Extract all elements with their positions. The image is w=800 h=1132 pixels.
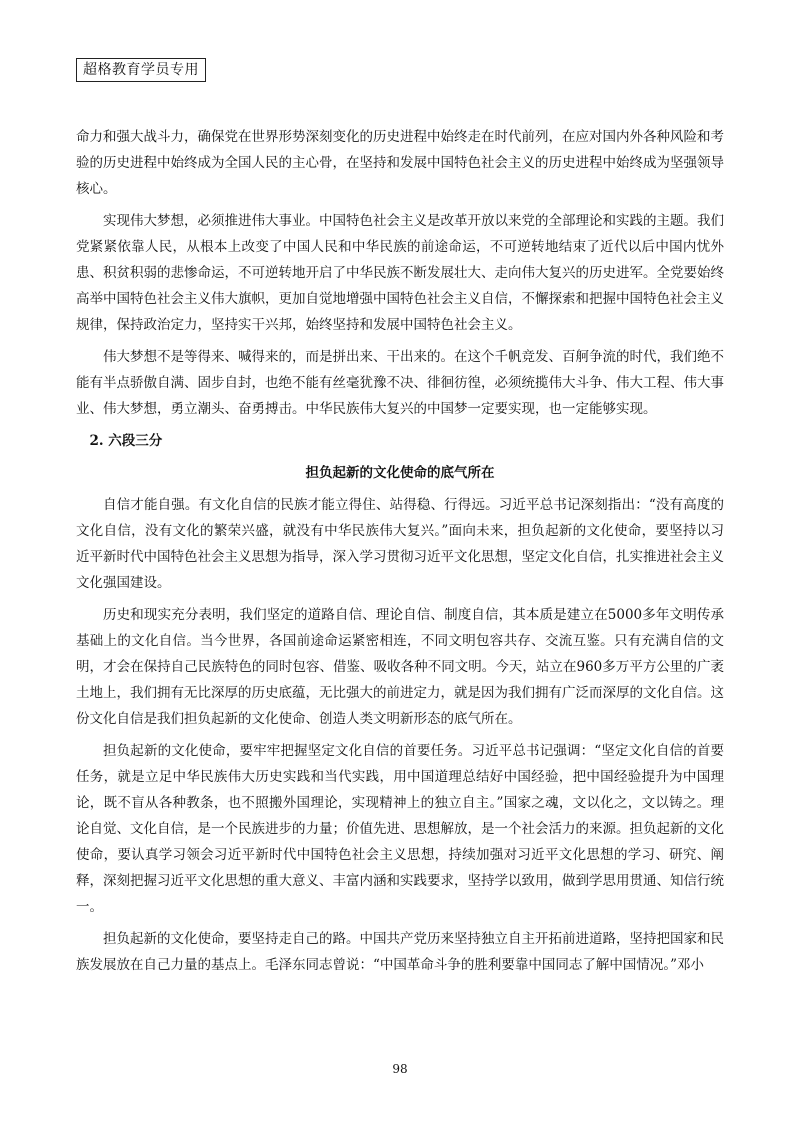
paragraph-continuation: 命力和强大战斗力，确保党在世界形势深刻变化的历史进程中始终走在时代前列，在应对国内外各种风险和考验的历史进程中始终成为全国人民的主心骨，在坚持和发展中国特色社会主义的历史进程中始终成为坚强领导核心。	[76, 129, 724, 197]
page-content	[76, 124, 724, 984]
section-heading: 2. 六段三分	[89, 433, 163, 449]
article-paragraph: 担负起新的文化使命，要坚持走自己的路。中国共产党历来坚持独立自主开拓前进道路，坚持把国家和民族发展放在自己力量的基点上。毛泽东同志曾说：“中国革命斗争的胜利要靠中国同志了解中国情况。”邓小	[76, 931, 724, 973]
article-paragraph: 担负起新的文化使命，要牢牢把握坚定文化自信的首要任务。习近平总书记强调：“坚定文化自信的首要任务，就是立足中华民族伟大历史实践和当代实践，用中国道理总结好中国经验，把中国经验提升为中国理论，既不盲从各种教条，也不照搬外国理论，实现精神上的独立自主。”国家之魂，文以化之，文以铸之。理论自觉、文化自信，是一个民族进步的力量；价值先进、思想解放，是一个社会活力的来源。担负起新的文化使命，要认真学习领会习近平新时代中国特色社会主义思想，持续加强对习近平文化思想的学习、研究、阐释，深刻把握习近平文化思想的重大意义、丰富内涵和实践要求，坚持学以致用，做到学思用贯通、知信行统一。	[76, 743, 724, 915]
page-number: 98	[392, 1062, 408, 1076]
header-label: 超格教育学员专用	[76, 58, 206, 82]
article-paragraph: 历史和现实充分表明，我们坚定的道路自信、理论自信、制度自信，其本质是建立在5000多年文明传承基础上的文化自信。当今世界，各国前途命运紧密相连，不同文明包容共存、交流互鉴。只有充满自信的文明，才会在保持自己民族特色的同时包容、借鉴、吸收各种不同文明。今天，站立在960多万平方公里的广袤土地上，我们拥有无比深厚的历史底蕴，无比强大的前进定力，就是因为我们拥有广泛而深厚的文化自信。这份文化自信是我们担负起新的文化使命、创造人类文明新形态的底气所在。	[76, 607, 724, 727]
article-title: 担负起新的文化使命的底气所在	[305, 465, 495, 481]
article-paragraph: 自信才能自强。有文化自信的民族才能立得住、站得稳、行得远。习近平总书记深刻指出：“没有高度的文化自信，没有文化的繁荣兴盛，就没有中华民族伟大复兴。”面向未来，担负起新的文化使命，要坚持以习近平新时代中国特色社会主义思想为指导，深入学习贯彻习近平文化思想，坚定文化自信，扎实推进社会主义文化强国建设。	[76, 497, 724, 591]
paragraph: 实现伟大梦想，必须推进伟大事业。中国特色社会主义是改革开放以来党的全部理论和实践的主题。我们党紧紧依靠人民，从根本上改变了中国人民和中华民族的前途命运，不可逆转地结束了近代以后中国内忧外患、积贫积弱的悲惨命运，不可逆转地开启了中华民族不断发展壮大、走向伟大复兴的历史进军。全党要始终高举中国特色社会主义伟大旗帜，更加自觉地增强中国特色社会主义自信，不懈探索和把握中国特色社会主义规律，保持政治定力，坚持实干兴邦，始终坚持和发展中国特色社会主义。	[76, 213, 724, 333]
paragraph: 伟大梦想不是等得来、喊得来的，而是拼出来、干出来的。在这个千帆竞发、百舸争流的时代，我们绝不能有半点骄傲自满、固步自封，也绝不能有丝毫犹豫不决、徘徊彷徨，必须统揽伟大斗争、伟大工程、伟大事业、伟大梦想，勇立潮头、奋勇搏击。中华民族伟大复兴的中国梦一定要实现，也一定能够实现。	[76, 349, 724, 417]
